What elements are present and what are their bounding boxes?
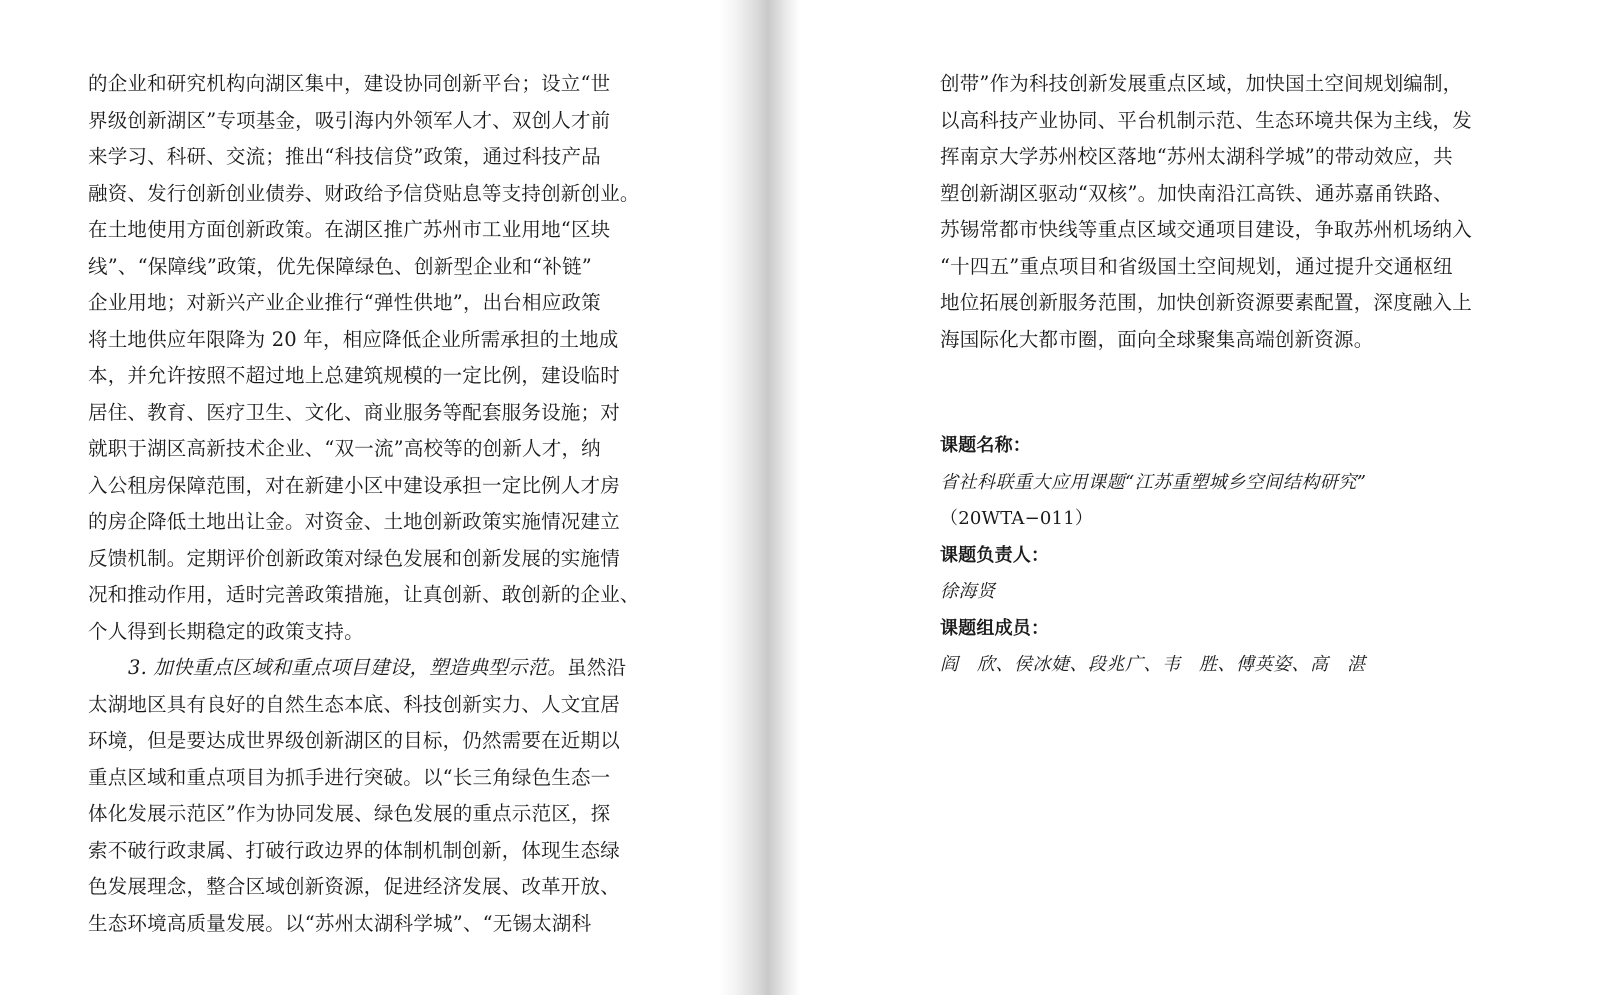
section-heading-line: [88, 650, 658, 687]
body-line: 太湖地区具有良好的自然生态本底、科技创新实力、人文宜居: [88, 692, 620, 716]
body-line: 线”、“保障线”政策，优先保障绿色、创新型企业和“补链”: [88, 254, 592, 278]
project-leader-value: 徐海贤: [940, 581, 996, 602]
body-line: 生态环境高质量发展。以“苏州太湖科学城”、“无锡太湖科: [88, 911, 592, 935]
body-line: 况和推动作用，适时完善政策措施，让真创新、敢创新的企业、: [88, 583, 640, 606]
body-line: 苏锡常都市快线等重点区域交通项目建设，争取苏州机场纳入: [940, 218, 1472, 241]
body-line: 就职于湖区高新技术企业、“双一流”高校等的创新人才，纳: [88, 437, 601, 460]
project-name-value: 省社科联重大应用课题“江苏重塑城乡空间结构研究”: [940, 471, 1367, 493]
body-line: 地位拓展创新服务范围，加快创新资源要素配置，深度融入上: [940, 291, 1472, 314]
project-leader-label: 课题负责人：: [940, 544, 1050, 566]
body-line: 挥南京大学苏州校区落地“苏州太湖科学城”的带动效应，共: [940, 145, 1453, 168]
body-line: 色发展理念，整合区域创新资源，促进经济发展、改革开放、: [88, 875, 620, 898]
body-line: 以高科技产业协同、平台机制示范、生态环境共保为主线，发: [940, 108, 1472, 132]
body-line: 的企业和研究机构向湖区集中，建设协同创新平台；设立“世: [88, 72, 611, 95]
body-line: 的房企降低土地出让金。对资金、土地创新政策实施情况建立: [88, 510, 620, 533]
left-page-body: [88, 66, 658, 942]
body-line: 反馈机制。定期评价创新政策对绿色发展和创新发展的实施情: [88, 546, 620, 570]
body-line: 企业用地；对新兴产业企业推行“弹性供地”，出台相应政策: [88, 291, 601, 314]
right-page-body: [940, 66, 1520, 358]
body-line: 个人得到长期稳定的政策支持。: [88, 619, 364, 643]
body-line: 界级创新湖区”专项基金，吸引海内外领军人才、双创人才前: [88, 108, 611, 132]
project-name-label: 课题名称：: [940, 435, 1031, 456]
section-heading: 3. 加快重点区域和重点项目建设，塑造典型示范。: [128, 656, 568, 679]
section-heading-tail: 虽然沿: [567, 656, 627, 679]
body-line: 入公租房保障范围，对在新建小区中建设承担一定比例人才房: [88, 473, 620, 497]
left-page: [0, 0, 720, 995]
right-page: [800, 0, 1600, 995]
body-line: 创带”作为科技创新发展重点区域，加快国土空间规划编制，: [940, 72, 1463, 95]
body-line: 海国际化大都市圈，面向全球聚集高端创新资源。: [940, 327, 1374, 351]
project-members-label: 课题组成员：: [940, 617, 1050, 639]
body-line: 来学习、科研、交流；推出“科技信贷”政策，通过科技产品: [88, 145, 601, 168]
body-line: 索不破行政隶属、打破行政边界的体制机制创新，体现生态绿: [88, 838, 620, 862]
body-line: 在土地使用方面创新政策。在湖区推广苏州市工业用地“区块: [88, 218, 611, 241]
body-line: 体化发展示范区”作为协同发展、绿色发展的重点示范区，探: [88, 802, 611, 825]
page-gutter: [720, 0, 800, 995]
body-line: 融资、发行创新创业债券、财政给予信贷贴息等支持创新创业。: [88, 181, 640, 205]
project-code: （20WTA−011）: [940, 508, 1094, 529]
body-line: 塑创新湖区驱动“双核”。加快南沿江高铁、通苏嘉甬铁路、: [940, 181, 1453, 205]
project-info: [940, 428, 1540, 684]
body-line: “十四五”重点项目和省级国土空间规划，通过提升交通枢纽: [940, 254, 1453, 278]
body-line: 重点区域和重点项目为抓手进行突破。以“长三角绿色生态一: [88, 765, 611, 789]
body-line: 本，并允许按照不超过地上总建筑规模的一定比例，建设临时: [88, 364, 620, 387]
body-line: 将土地供应年限降为 20 年，相应降低企业所需承担的土地成: [88, 327, 619, 351]
body-line: 居住、教育、医疗卫生、文化、商业服务等配套服务设施；对: [88, 400, 620, 424]
project-members-value: 阎 欣、侯冰婕、段兆广、韦 胜、傅英姿、高 湛: [940, 654, 1366, 675]
body-line: 环境，但是要达成世界级创新湖区的目标，仍然需要在近期以: [88, 729, 620, 752]
